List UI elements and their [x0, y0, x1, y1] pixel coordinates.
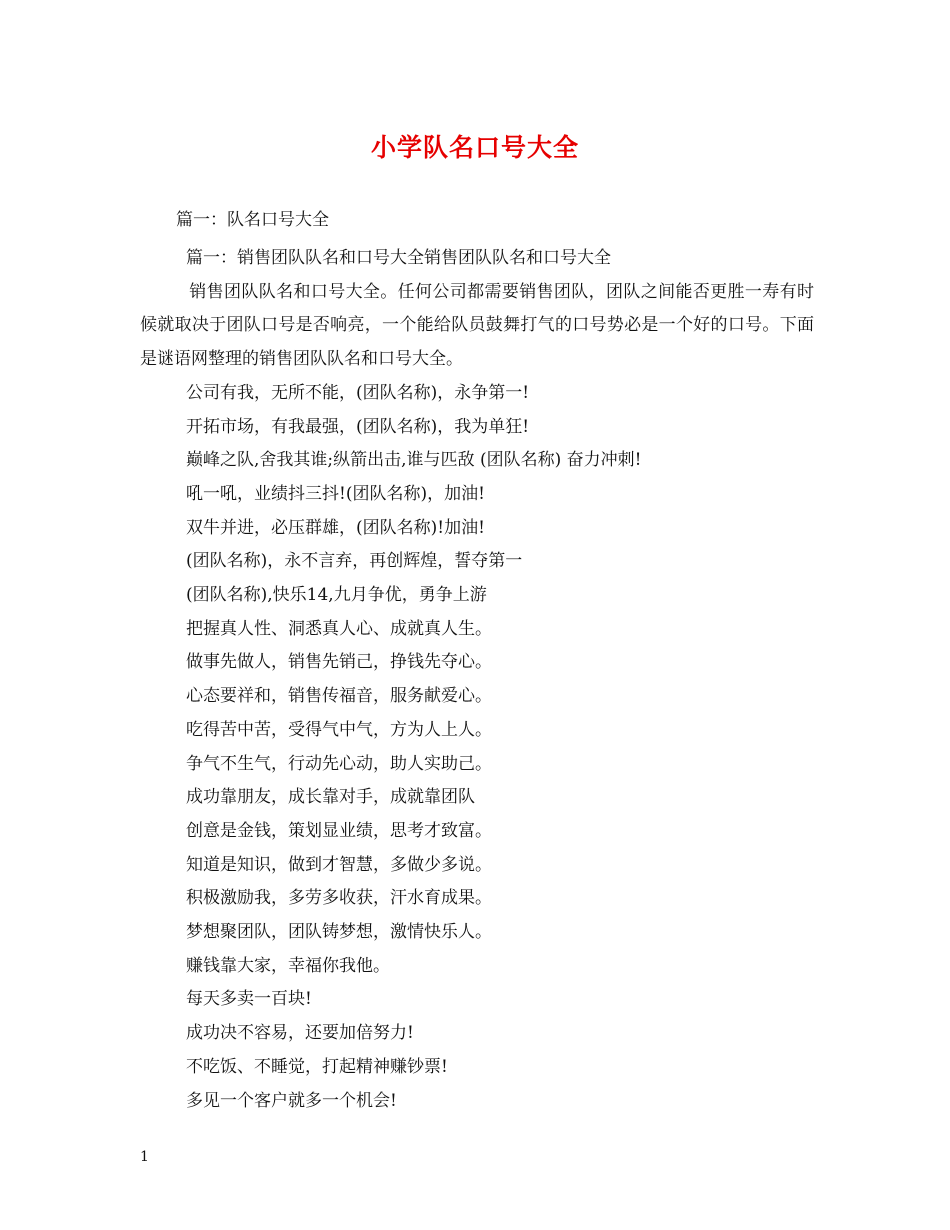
slogan-line: 知道是知识，做到才智慧，多做少多说。 [186, 854, 492, 875]
slogan-line: 把握真人性、洞悉真人心、成就真人生。 [186, 618, 492, 639]
slogan-line: 吼一吼，业绩抖三抖!(团队名称)，加油! [186, 483, 485, 504]
slogan-line: 双牛并进，必压群雄，(团队名称)!加油! [186, 517, 485, 538]
document-body [140, 242, 814, 1118]
slogan-line: 每天多卖一百块! [186, 989, 312, 1010]
slogan-line: 不吃饭、不睡觉，打起精神赚钞票! [186, 1056, 448, 1077]
slogan-line: 心态要祥和，销售传福音，服务献爱心。 [186, 686, 492, 707]
slogan-line: 吃得苦中苦，受得气中气，方为人上人。 [186, 719, 492, 740]
slogan-line: 争气不生气，行动先心动，助人实助己。 [186, 753, 492, 774]
slogan-line: 开拓市场，有我最强，(团队名称)，我为单狂! [186, 416, 530, 437]
slogan-line: (团队名称),快乐14,九月争优，勇争上游 [186, 585, 487, 606]
slogan-line: 公司有我，无所不能，(团队名称)，永争第一! [186, 382, 530, 403]
document-title: 小学队名口号大全 [370, 133, 579, 162]
slogan-line: 多见一个客户就多一个机会! [186, 1090, 397, 1111]
slogan-line: 创意是金钱，策划显业绩，思考才致富。 [186, 820, 492, 841]
slogan-line: 成功决不容易，还要加倍努力! [186, 1023, 414, 1044]
section-heading: 篇一：队名口号大全 [176, 210, 329, 230]
subheading: 篇一：销售团队队名和口号大全销售团队队名和口号大全 [186, 248, 611, 268]
slogan-line: 梦想聚团队，团队铸梦想，激情快乐人。 [186, 922, 492, 943]
slogan-line: 做事先做人，销售先销己，挣钱先夺心。 [186, 652, 492, 673]
slogan-line: 积极激励我，多劳多收获，汗水育成果。 [186, 888, 492, 909]
slogan-line: 巅峰之队,舍我其谁;纵箭出击,谁与匹敌 (团队名称) 奋力冲刺! [186, 450, 642, 471]
slogan-list [140, 377, 814, 1118]
slogan-line: 成功靠朋友，成长靠对手，成就靠团队 [186, 787, 475, 808]
slogan-line: (团队名称)，永不言弃，再创辉煌，誓夺第一 [186, 551, 523, 572]
intro-paragraph: 销售团队队名和口号大全。任何公司都需要销售团队，团队之间能否更胜一寿有时候就取决于团队口号是否响亮，一个能给队员鼓舞打气的口号势必是一个好的口号。下面是谜语网整理的销售团队队名和口号大全。 [140, 281, 814, 370]
slogan-line: 赚钱靠大家，幸福你我他。 [186, 955, 390, 976]
page-number: 1 [140, 1149, 149, 1165]
